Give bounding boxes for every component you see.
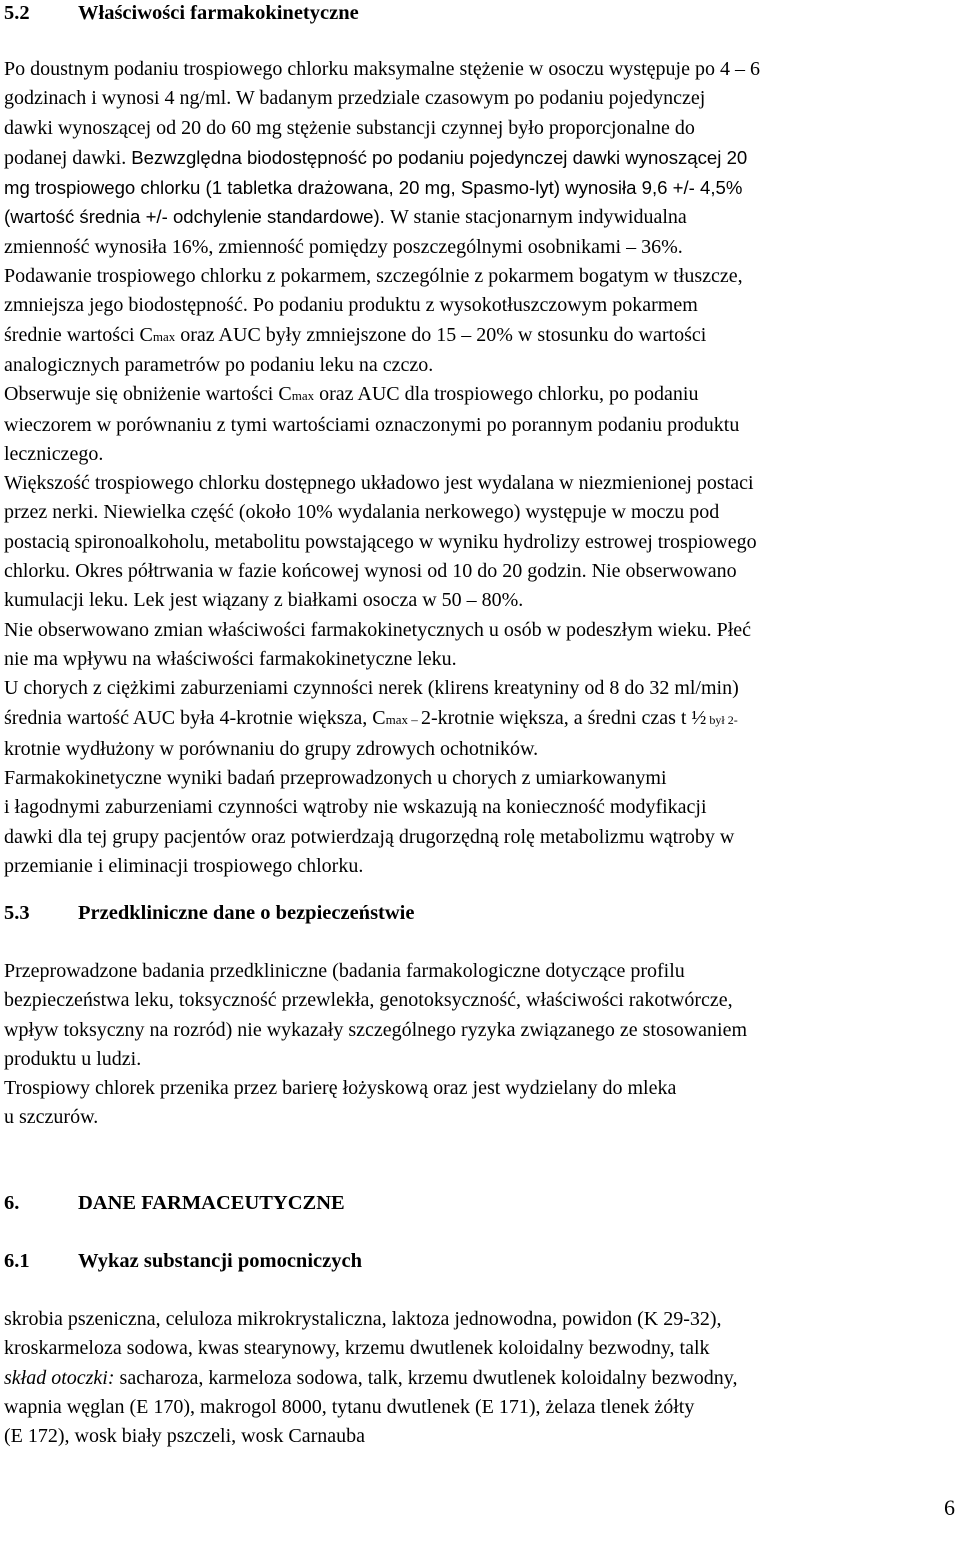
text-line: średnie wartości Cmax oraz AUC były zmniejszone do 15 – 20% w stosunku do wartości bbox=[4, 323, 707, 346]
section-heading-5-2 bbox=[4, 0, 956, 28]
text-line: wapnia węglan (E 170), makrogol 8000, tytanu dwutlenek (E 171), żelaza tlenek żółty bbox=[4, 1395, 695, 1418]
section-title: Przedkliniczne dane o bezpieczeństwie bbox=[78, 902, 415, 924]
text-line: bezpieczeństwa leku, toksyczność przewlekła, genotoksyczność, właściwości rakotwórcze, bbox=[4, 989, 733, 1012]
text-line: U chorych z ciężkimi zaburzeniami czynności nerek (klirens kreatyniny od 8 do 32 ml/min) bbox=[4, 677, 739, 700]
text-line: postacią spironoalkoholu, metabolitu powstającego w wyniku hydrolizy estrowej trospiowego bbox=[4, 530, 757, 553]
text-line: przez nerki. Niewielka część (około 10% wydalania nerkowego) występuje w moczu pod bbox=[4, 501, 720, 524]
text-line: (E 172), wosk biały pszczeli, wosk Carnauba bbox=[4, 1425, 366, 1448]
text-line: nie ma wpływu na właściwości farmakokinetyczne leku. bbox=[4, 647, 457, 670]
paragraph-pharmacokinetics bbox=[4, 55, 956, 881]
text-line: podanej dawki. Bezwzględna biodostępność po podaniu pojedynczej dawki wynoszącej 20 bbox=[4, 146, 748, 169]
text-line: mg trospiowego chlorku (1 tabletka drażowana, 20 mg, Spasmo-lyt) wynosiła 9,6 +/- 4,5% bbox=[4, 177, 743, 199]
section-heading-6 bbox=[4, 1189, 956, 1218]
text-line: wpływ toksyczny na rozród) nie wykazały szczególnego ryzyka związanego ze stosowaniem bbox=[4, 1018, 748, 1041]
page-number: 6 bbox=[944, 1495, 955, 1520]
text-line: skrobia pszeniczna, celuloza mikrokrystaliczna, laktoza jednowodna, powidon (K 29-32), bbox=[4, 1308, 722, 1330]
text-line: Przeprowadzone badania przedkliniczne (badania farmakologiczne dotyczące profilu bbox=[4, 960, 685, 982]
text-line: wieczorem w porównaniu z tymi wartościami oznaczonymi po porannym podaniu produktu bbox=[4, 413, 740, 436]
text-line: przemianie i eliminacji trospiowego chlorku. bbox=[4, 855, 364, 878]
text-line: analogicznych parametrów po podaniu leku na czczo. bbox=[4, 353, 434, 376]
text-line: zmniejsza jego biodostępność. Po podaniu produktu z wysokotłuszczowym pokarmem bbox=[4, 294, 698, 317]
section-number: 5.2 bbox=[4, 2, 30, 24]
text-line: u szczurów. bbox=[4, 1106, 99, 1129]
text-line: chlorku. Okres półtrwania w fazie końcowej wynosi od 10 do 20 godzin. Nie obserwowano bbox=[4, 560, 737, 583]
text-line: kumulacji leku. Lek jest wiązany z białkami osocza w 50 – 80%. bbox=[4, 589, 524, 612]
paragraph-excipients bbox=[4, 1305, 956, 1451]
text-line: Obserwuje się obniżenie wartości Cmax oraz AUC dla trospiowego chlorku, po podaniu bbox=[4, 383, 699, 406]
section-title: Wykaz substancji pomocniczych bbox=[78, 1250, 362, 1272]
text-line: i łagodnymi zaburzeniami czynności wątroby nie wskazują na konieczność modyfikacji bbox=[4, 796, 707, 819]
section-number: 5.3 bbox=[4, 902, 30, 924]
text-line: (wartość średnia +/- odchylenie standardowe). W stanie stacjonarnym indywidualna bbox=[4, 206, 687, 229]
section-title: Właściwości farmakokinetyczne bbox=[78, 2, 359, 24]
section-heading-6-1 bbox=[4, 1247, 956, 1276]
text-line: produktu u ludzi. bbox=[4, 1047, 142, 1070]
text-line: Trospiowy chlorek przenika przez barierę łożyskową oraz jest wydzielany do mleka bbox=[4, 1077, 677, 1100]
text-line: Nie obserwowano zmian właściwości farmakokinetycznych u osób w podeszłym wieku. Płeć bbox=[4, 618, 752, 641]
paragraph-preclinical bbox=[4, 957, 956, 1133]
text-line: zmienność wynosiła 16%, zmienność pomiędzy poszczególnymi osobnikami – 36%. bbox=[4, 235, 683, 258]
text-line: dawki dla tej grupy pacjentów oraz potwierdzają drugorzędną rolę metabolizmu wątroby w bbox=[4, 825, 735, 848]
text-line: skład otoczki: sacharoza, karmeloza sodowa, talk, krzemu dwutlenek koloidalny bezwodny, bbox=[4, 1366, 738, 1389]
section-number: 6. bbox=[4, 1192, 20, 1214]
text-line: leczniczego. bbox=[4, 442, 104, 465]
text-line: Podawanie trospiowego chlorku z pokarmem, szczególnie z pokarmem bogatym w tłuszcze, bbox=[4, 265, 743, 288]
text-line: kroskarmeloza sodowa, kwas stearynowy, krzemu dwutlenek koloidalny bezwodny, talk bbox=[4, 1337, 710, 1360]
section-heading-5-3 bbox=[4, 899, 956, 928]
text-line: Większość trospiowego chlorku dostępnego układowo jest wydalana w niezmienionej postaci bbox=[4, 472, 754, 495]
coating-label: skład otoczki: bbox=[4, 1366, 115, 1389]
section-title: DANE FARMACEUTYCZNE bbox=[78, 1192, 345, 1214]
section-number: 6.1 bbox=[4, 1250, 30, 1272]
text-line: godzinach i wynosi 4 ng/ml. W badanym przedziale czasowym po podaniu pojedynczej bbox=[4, 87, 706, 110]
text-line: Farmakokinetyczne wyniki badań przeprowadzonych u chorych z umiarkowanymi bbox=[4, 767, 667, 790]
text-line: Po doustnym podaniu trospiowego chlorku maksymalne stężenie w osoczu występuje po 4 – 6 bbox=[4, 58, 760, 80]
text-line: krotnie wydłużony w porównaniu do grupy zdrowych ochotników. bbox=[4, 737, 539, 760]
text-line: średnia wartość AUC była 4-krotnie większa, Cmax – 2-krotnie większa, a średni czas t ½ był 2- bbox=[4, 706, 738, 729]
text-line: dawki wynoszącej od 20 do 60 mg stężenie substancji czynnej było proporcjonalne do bbox=[4, 116, 695, 139]
